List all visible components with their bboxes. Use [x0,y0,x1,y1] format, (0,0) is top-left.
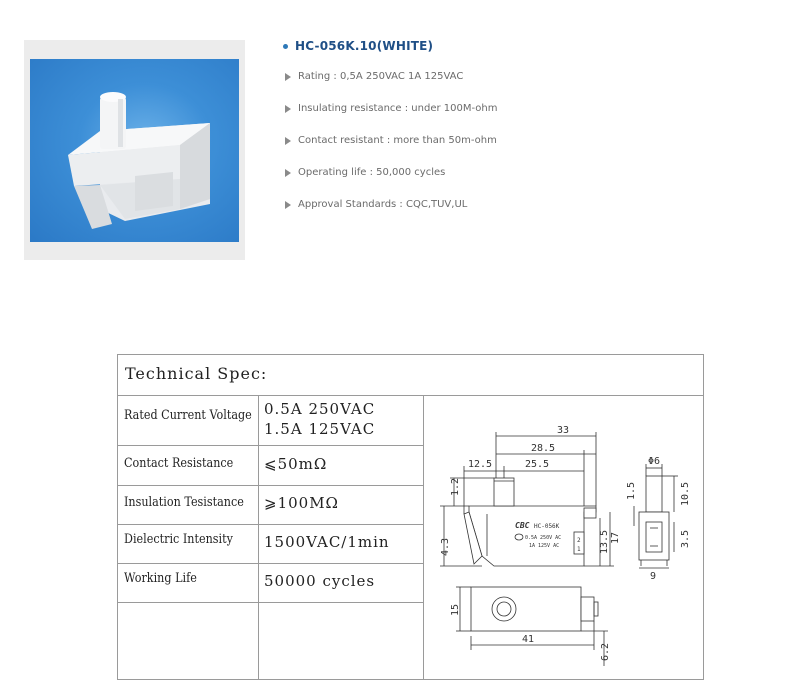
product-photo-frame [24,40,245,260]
spec-text: Operating life : 50,000 cycles [298,167,446,178]
bullet-icon [283,44,288,49]
dim-phi6: Φ6 [648,456,661,467]
dim-3-5: 3.5 [680,529,691,548]
spec-item-rating [285,71,497,103]
triangle-bullet-icon [285,169,291,177]
spec-item-approval [285,199,497,231]
row-divider [118,602,423,603]
spec-text: Rating : 0,5A 250VAC 1A 125VAC [298,71,464,82]
product-title: HC-056K.10(WHITE) [295,39,434,53]
spec-text: Contact resistant : more than 50m-ohm [298,135,497,146]
row-label-insulation: Insulation Tesistance [124,495,244,510]
dim-9: 9 [650,571,657,582]
row-value-contact-resistance: ⩽50mΩ [264,455,328,473]
row-label-working-life: Working Life [124,571,197,586]
row-label-dielectric: Dielectric Intensity [124,532,233,547]
spec-item-life [285,167,497,199]
row-label-rated-current: Rated Current Voltage [124,408,252,423]
column-divider [258,395,259,679]
row-divider [118,563,423,564]
drawing-brand: CBC [515,521,530,530]
spec-item-contact [285,135,497,167]
sheet-header [118,355,703,396]
drawing-pin-mark-1: 2 [577,537,581,544]
triangle-bullet-icon [285,73,291,81]
dim-12-5: 12.5 [468,459,493,470]
dim-33: 33 [557,425,570,436]
dim-13-5: 13.5 [599,529,610,554]
dim-41: 41 [522,634,535,645]
dim-17: 17 [610,531,621,544]
drawing-model: HC-056K [534,523,560,530]
switch-image [30,59,239,242]
product-title-row [283,37,433,55]
spec-text: Approval Standards : CQC,TUV,UL [298,199,468,210]
dim-28-5: 28.5 [531,443,556,454]
dim-10-5: 10.5 [680,481,691,506]
spec-item-insulating [285,103,497,135]
row-divider [118,485,423,486]
row-value-working-life: 50000 cycles [264,572,376,590]
dim-1-2: 1.2 [450,477,461,496]
spec-list [285,71,497,231]
dim-25-5: 25.5 [525,459,550,470]
spec-text: Insulating resistance : under 100M-ohm [298,103,498,114]
product-photo [30,59,239,242]
sheet-header-text: Technical Spec: [125,364,268,383]
technical-spec-sheet [117,354,704,680]
row-label-contact-resistance: Contact Resistance [124,456,234,471]
triangle-bullet-icon [285,137,291,145]
dim-1-5: 1.5 [626,481,637,500]
triangle-bullet-icon [285,105,291,113]
drawing-pin-mark-2: 1 [577,546,581,553]
dim-15: 15 [450,603,461,616]
drawing-rating-2: 1A 125V AC [529,543,560,549]
technical-drawing [424,396,702,678]
row-value-dielectric: 1500VAC/1min [264,533,390,551]
triangle-bullet-icon [285,201,291,209]
row-value-rated-current-1: 0.5A 250VAC [264,400,376,418]
row-value-insulation: ⩾100MΩ [264,494,339,512]
row-divider [118,524,423,525]
dim-4-3: 4.3 [440,537,451,556]
drawing-rating-1: 0.5A 250V AC [525,535,562,541]
dim-6-2: 6.2 [600,642,611,661]
row-divider [118,445,423,446]
row-value-rated-current-2: 1.5A 125VAC [264,420,376,438]
